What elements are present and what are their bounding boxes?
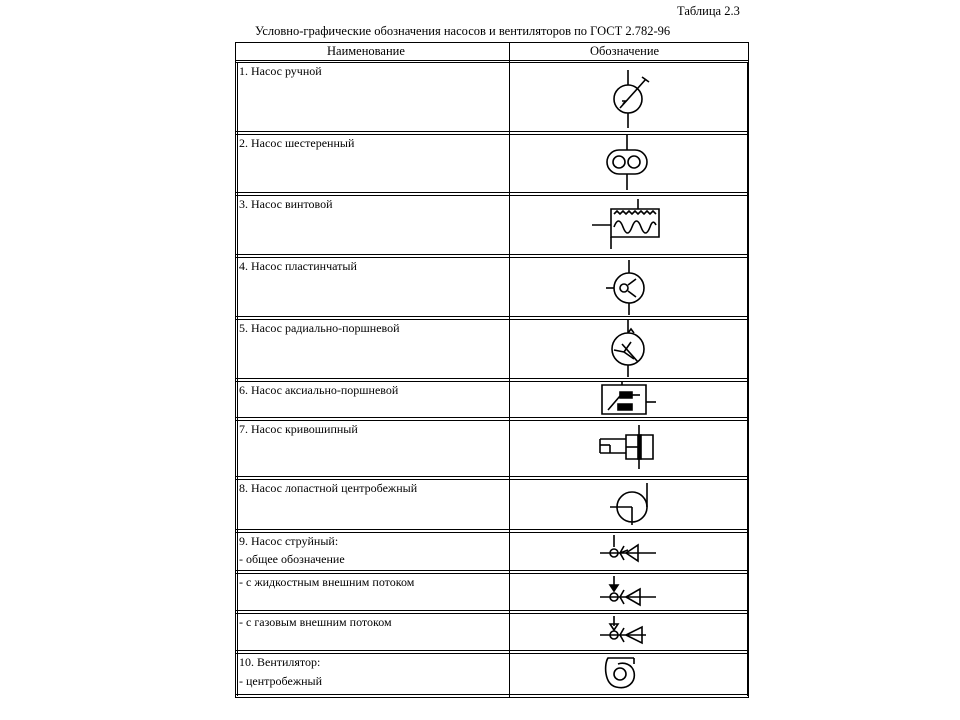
inner-right-border <box>747 62 748 696</box>
jet-pump-liquid-symbol-icon <box>598 574 660 610</box>
row-subname: - общее обозначение <box>239 552 345 566</box>
row-name: 10. Вентилятор: <box>239 655 321 669</box>
row-separator <box>236 417 748 418</box>
row-name: 9. Насос струйный: <box>239 534 339 548</box>
row-separator <box>236 378 748 379</box>
radial-piston-pump-symbol-icon <box>600 320 660 378</box>
gear-pump-symbol-icon <box>600 134 660 192</box>
row-name: - с жидкостным внешним потоком <box>239 575 415 589</box>
row-separator <box>236 650 748 651</box>
row-separator <box>236 60 748 61</box>
jet-pump-gas-symbol-icon <box>598 614 660 650</box>
row-separator <box>236 131 748 132</box>
column-header-symbol: Обозначение <box>590 44 660 58</box>
axial-piston-pump-symbol-icon <box>596 382 660 418</box>
inner-left-border <box>237 62 238 696</box>
centrifugal-fan-symbol-icon <box>600 654 650 694</box>
row-separator <box>236 529 748 530</box>
hand-pump-symbol-icon <box>600 68 660 130</box>
centrifugal-pump-symbol-icon <box>600 481 660 529</box>
vane-pump-symbol-icon <box>600 258 660 316</box>
row-separator <box>236 694 748 695</box>
row-name: 2. Насос шестеренный <box>239 136 355 150</box>
row-separator <box>236 254 748 255</box>
table-number: Таблица 2.3 <box>677 4 740 18</box>
column-header-name: Наименование <box>327 44 405 58</box>
jet-pump-general-symbol-icon <box>598 533 660 569</box>
row-name: 4. Насос пластинчатый <box>239 259 357 273</box>
crank-pump-symbol-icon <box>596 421 662 477</box>
row-separator <box>236 316 748 317</box>
table-title: Условно-графические обозначения насосов и вентиляторов по ГОСТ 2.782-96 <box>255 24 671 38</box>
screw-pump-symbol-icon <box>590 197 670 252</box>
row-separator <box>236 610 748 611</box>
row-name: 6. Насос аксиально-поршневой <box>239 383 399 397</box>
row-separator <box>236 192 748 193</box>
row-name: 5. Насос радиально-поршневой <box>239 321 400 335</box>
row-separator <box>236 570 748 571</box>
row-name: 8. Насос лопастной центробежный <box>239 481 418 495</box>
row-subname: - центробежный <box>239 674 323 688</box>
column-divider <box>509 43 510 697</box>
row-name: 1. Насос ручной <box>239 64 322 78</box>
row-name: - с газовым внешним потоком <box>239 615 392 629</box>
row-name: 3. Насос винтовой <box>239 197 333 211</box>
row-name: 7. Насос кривошипный <box>239 422 358 436</box>
row-separator <box>236 476 748 477</box>
